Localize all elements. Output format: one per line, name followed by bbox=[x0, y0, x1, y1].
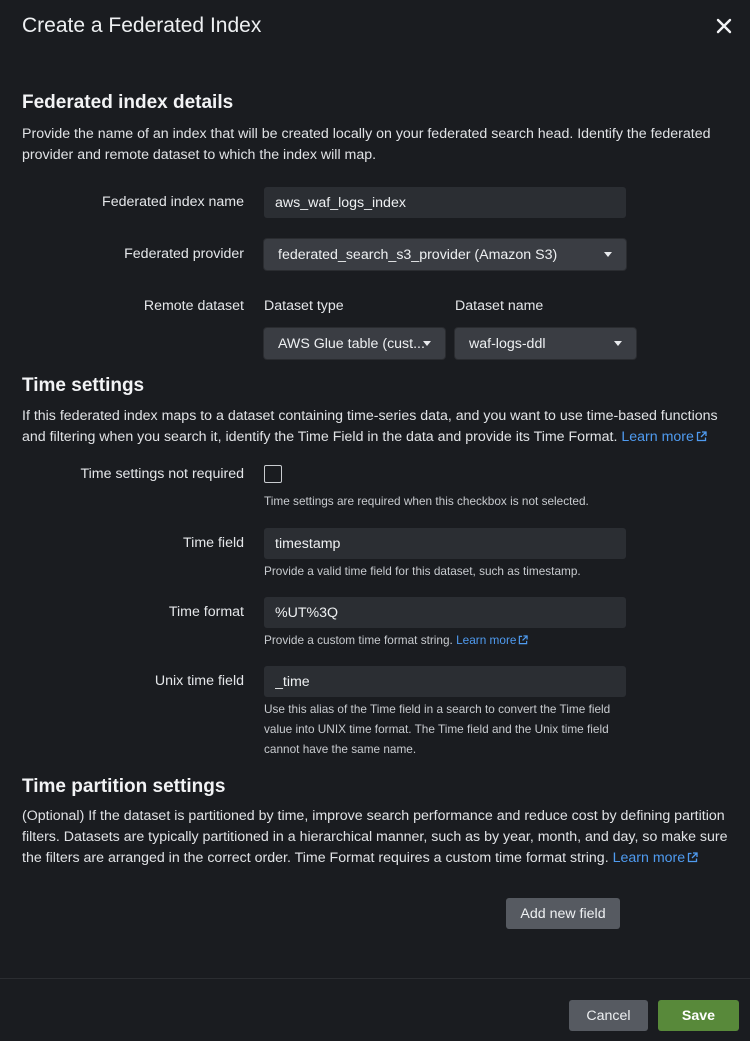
unix-field-help: Use this alias of the Time field in a search to convert the Time field value into UNIX time format. The Time field and the Unix time field cannot have the same name. bbox=[264, 702, 611, 756]
dataset-type-select[interactable] bbox=[264, 328, 445, 359]
cancel-button[interactable]: Cancel bbox=[569, 1000, 648, 1031]
provider-select[interactable] bbox=[264, 239, 626, 270]
learn-more-text: Learn more bbox=[621, 429, 694, 445]
partition-heading: Time partition settings bbox=[22, 776, 226, 797]
time-not-required-help: Time settings are required when this checkbox is not selected. bbox=[264, 494, 589, 508]
remote-dataset-label: Remote dataset bbox=[143, 298, 244, 314]
learn-more-text: Learn more bbox=[456, 633, 517, 647]
partition-description bbox=[22, 806, 737, 869]
dataset-type-label: Dataset type bbox=[264, 298, 344, 314]
time-field-label: Time field bbox=[183, 535, 244, 551]
dataset-type-select-value: AWS Glue table (cust... bbox=[278, 335, 425, 352]
unix-field-label: Unix time field bbox=[154, 673, 244, 689]
time-settings-heading: Time settings bbox=[22, 375, 145, 396]
dialog-title: Create a Federated Index bbox=[22, 14, 262, 37]
details-heading: Federated index details bbox=[22, 92, 234, 113]
external-link-icon bbox=[696, 431, 707, 442]
time-format-learn-more-link[interactable] bbox=[456, 633, 528, 647]
provider-select-value: federated_search_s3_provider (Amazon S3) bbox=[278, 246, 558, 263]
close-button[interactable] bbox=[710, 12, 738, 40]
time-format-label: Time format bbox=[168, 604, 244, 620]
time-not-required-label: Time settings not required bbox=[80, 466, 244, 482]
dataset-name-select-value: waf-logs-ddl bbox=[469, 335, 546, 352]
chevron-down-icon bbox=[604, 252, 612, 257]
dialog-header bbox=[0, 0, 750, 53]
time-format-help bbox=[264, 630, 528, 650]
external-link-icon bbox=[687, 852, 698, 863]
index-name-label: Federated index name bbox=[102, 194, 244, 210]
time-format-help-text: Provide a custom time format string. bbox=[264, 633, 453, 647]
unix-field-input[interactable] bbox=[264, 666, 626, 697]
time-settings-learn-more-link[interactable] bbox=[621, 429, 707, 445]
time-not-required-checkbox[interactable] bbox=[264, 465, 282, 483]
save-button[interactable]: Save bbox=[658, 1000, 739, 1031]
partition-learn-more-link[interactable] bbox=[613, 850, 699, 866]
dataset-name-select[interactable] bbox=[455, 328, 636, 359]
time-field-help: Provide a valid time field for this dataset, such as timestamp. bbox=[264, 564, 581, 578]
chevron-down-icon bbox=[423, 341, 431, 346]
add-new-field-button[interactable]: Add new field bbox=[506, 898, 620, 929]
partition-description-text: (Optional) If the dataset is partitioned by time, improve search performance and reduce cost by defining partition filters. Datasets are typically partitioned in a hierarchical manner, such as by year, month, and day, so make sure the filters are arranged in the correct order. Time Format requires a custom time format string. bbox=[22, 808, 728, 866]
footer-divider bbox=[0, 978, 750, 979]
learn-more-text: Learn more bbox=[612, 850, 686, 866]
close-icon bbox=[716, 18, 732, 34]
time-settings-description bbox=[22, 406, 737, 448]
external-link-icon bbox=[518, 635, 528, 645]
dataset-name-label: Dataset name bbox=[455, 298, 544, 314]
chevron-down-icon bbox=[614, 341, 622, 346]
time-settings-description-text: If this federated index maps to a dataset containing time-series data, and you want to use time-based functions and filtering when you search it, identify the Time Field in the data and provide its Time Format. bbox=[22, 408, 718, 445]
time-format-input[interactable] bbox=[264, 597, 626, 628]
index-name-input[interactable] bbox=[264, 187, 626, 218]
time-field-input[interactable] bbox=[264, 528, 626, 559]
provider-label: Federated provider bbox=[124, 246, 244, 262]
details-description: Provide the name of an index that will be created locally on your federated search head. Identify the federated provider and remote dataset to which the index will map. bbox=[22, 126, 711, 163]
